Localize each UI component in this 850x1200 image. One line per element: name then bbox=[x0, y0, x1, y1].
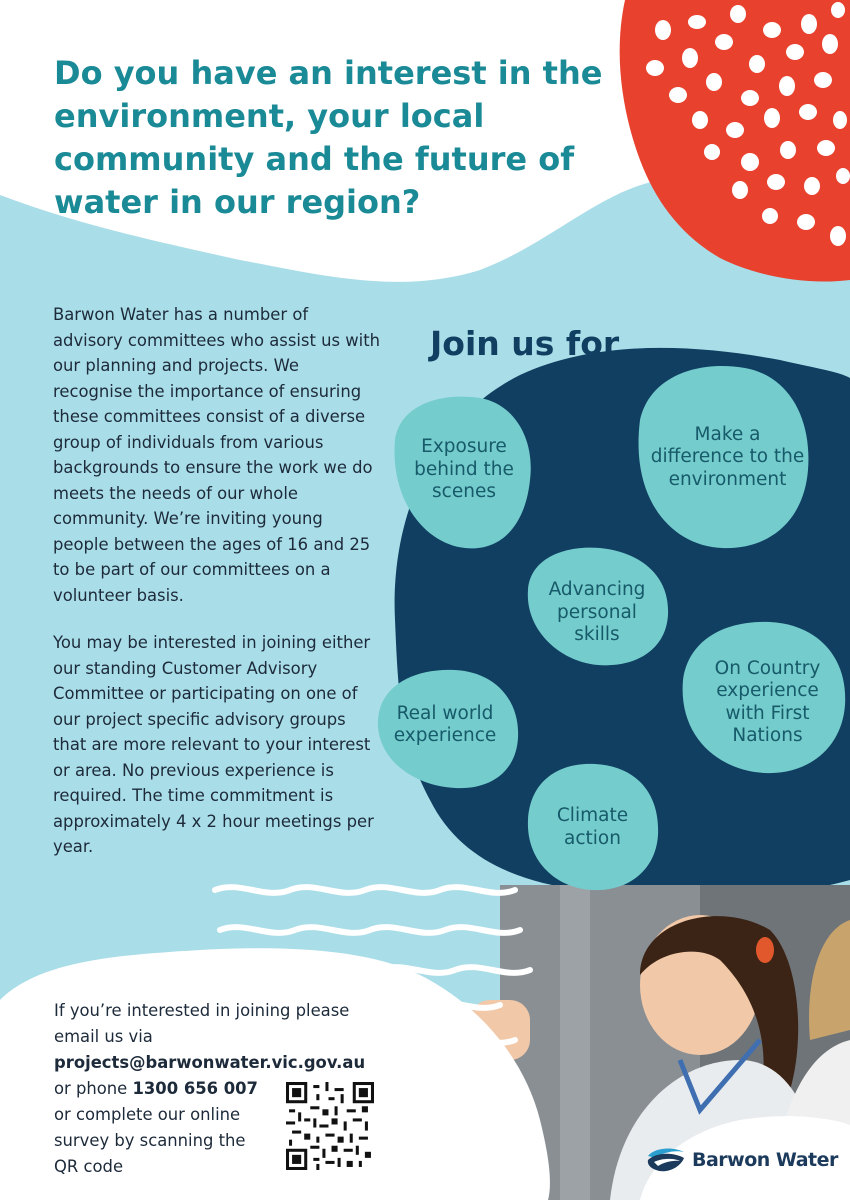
contact-email-link[interactable]: projects@barwonwater.vic.gov.au bbox=[54, 1053, 366, 1072]
contact-phone[interactable]: 1300 656 007 bbox=[132, 1079, 258, 1098]
logo-text: Barwon Water bbox=[692, 1149, 838, 1171]
benefit-real-world: Real world experience bbox=[393, 702, 497, 746]
qr-code[interactable] bbox=[286, 1082, 374, 1170]
join-us-title: Join us for bbox=[430, 324, 620, 363]
red-dotted-shape bbox=[620, 0, 850, 282]
benefit-exposure: Exposure behind the scenes bbox=[414, 436, 514, 503]
benefit-difference: Make a difference to the environment bbox=[650, 423, 805, 490]
page-headline: Do you have an interest in the environment, your local community and the future of water in our region? bbox=[54, 54, 603, 221]
contact-intro: If you’re interested in joining please email us via bbox=[54, 1001, 350, 1046]
survey-text: or complete our online survey by scanning the QR code bbox=[54, 1105, 246, 1176]
benefit-climate: Climate action bbox=[556, 805, 629, 849]
barwon-water-logo-icon bbox=[646, 1146, 686, 1174]
barwon-water-logo bbox=[646, 1146, 838, 1174]
phone-prefix: or phone bbox=[54, 1079, 128, 1098]
intro-paragraph: Barwon Water has a number of advisory committees who assist us with our planning and projects. We recognise the importance of ensuring these committees consist of a diverse group of individuals from various backgrounds to ensure the work we do meets the needs of our whole community. We’re inviting young people between the ages of 16 and 25 to be part of our committees on a volunteer basis. bbox=[53, 305, 381, 605]
details-paragraph: You may be interested in joining either our standing Customer Advisory Committee or participating on one of our project specific advisory groups that are more relevant to your interest or area. No previous experience is required. The time commitment is approximately 4 x 2 hour meetings per year. bbox=[53, 633, 374, 856]
benefit-skills: Advancing personal skills bbox=[548, 579, 646, 646]
benefit-country: On Country experience with First Nations bbox=[714, 657, 821, 746]
